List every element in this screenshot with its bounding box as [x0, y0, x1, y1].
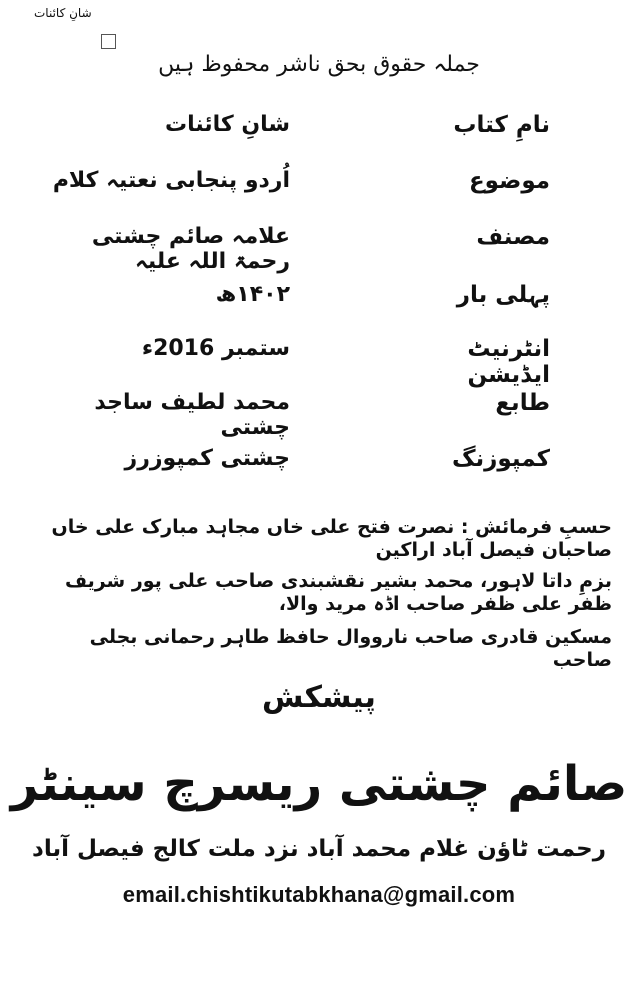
detail-value: علامہ صائم چشتی رحمۃ اللہ علیہ — [91, 224, 290, 274]
detail-row — [0, 336, 638, 388]
research-center-name: صائم چشتی ریسرچ سینٹر — [10, 756, 628, 812]
detail-label: مصنف — [476, 224, 550, 250]
detail-value: محمد لطیف ساجد چشتی — [94, 390, 290, 440]
detail-value: ستمبر 2016ء — [141, 336, 290, 361]
detail-row — [0, 112, 638, 156]
email-address[interactable]: email.chishtikutabkhana@gmail.com — [122, 882, 516, 907]
detail-value: اُردو پنجابی نعتیہ کلام — [52, 168, 290, 193]
detail-label: نامِ کتاب — [453, 112, 550, 138]
detail-label: طابع — [495, 390, 550, 416]
detail-row — [0, 224, 638, 274]
detail-row — [0, 446, 638, 490]
detail-value: ۱۴۰۲ھ — [215, 282, 290, 307]
presenter-label: پیشکش — [262, 680, 376, 715]
detail-row — [0, 282, 638, 326]
detail-value: چشتی کمپوزرز — [124, 446, 290, 471]
detail-row — [0, 390, 638, 440]
detail-row — [0, 168, 638, 212]
detail-label: انٹرنیٹ ایڈیشن — [467, 336, 550, 388]
rights-notice: جملہ حقوق بحق ناشر محفوظ ہیں — [158, 52, 480, 77]
detail-label: کمپوزنگ — [451, 446, 550, 472]
detail-label: موضوع — [468, 168, 550, 194]
checkbox[interactable] — [101, 34, 116, 49]
detail-label: پہلی بار — [456, 282, 550, 308]
address: رحمت ٹاؤن غلام محمد آباد نزد ملت کالج فیصل آباد — [32, 836, 606, 862]
corner-title: شانِ کائنات — [34, 6, 92, 20]
request-line-2: بزمِ داتا لاہور، محمد بشیر نقشبندی صاحب علی پور شریف ظفر علی ظفر صاحب اڈہ مرید والا، — [64, 570, 612, 615]
detail-value: شانِ کائنات — [165, 112, 290, 137]
request-line-1: حسبِ فرمائش : نصرت فتح علی خاں مجاہد مبارک علی خاں صاحبان فیصل آباد اراکین — [51, 516, 612, 561]
request-line-3: مسکین قادری صاحب نارووال حافظ طاہر رحمانی بجلی صاحب — [89, 626, 612, 671]
